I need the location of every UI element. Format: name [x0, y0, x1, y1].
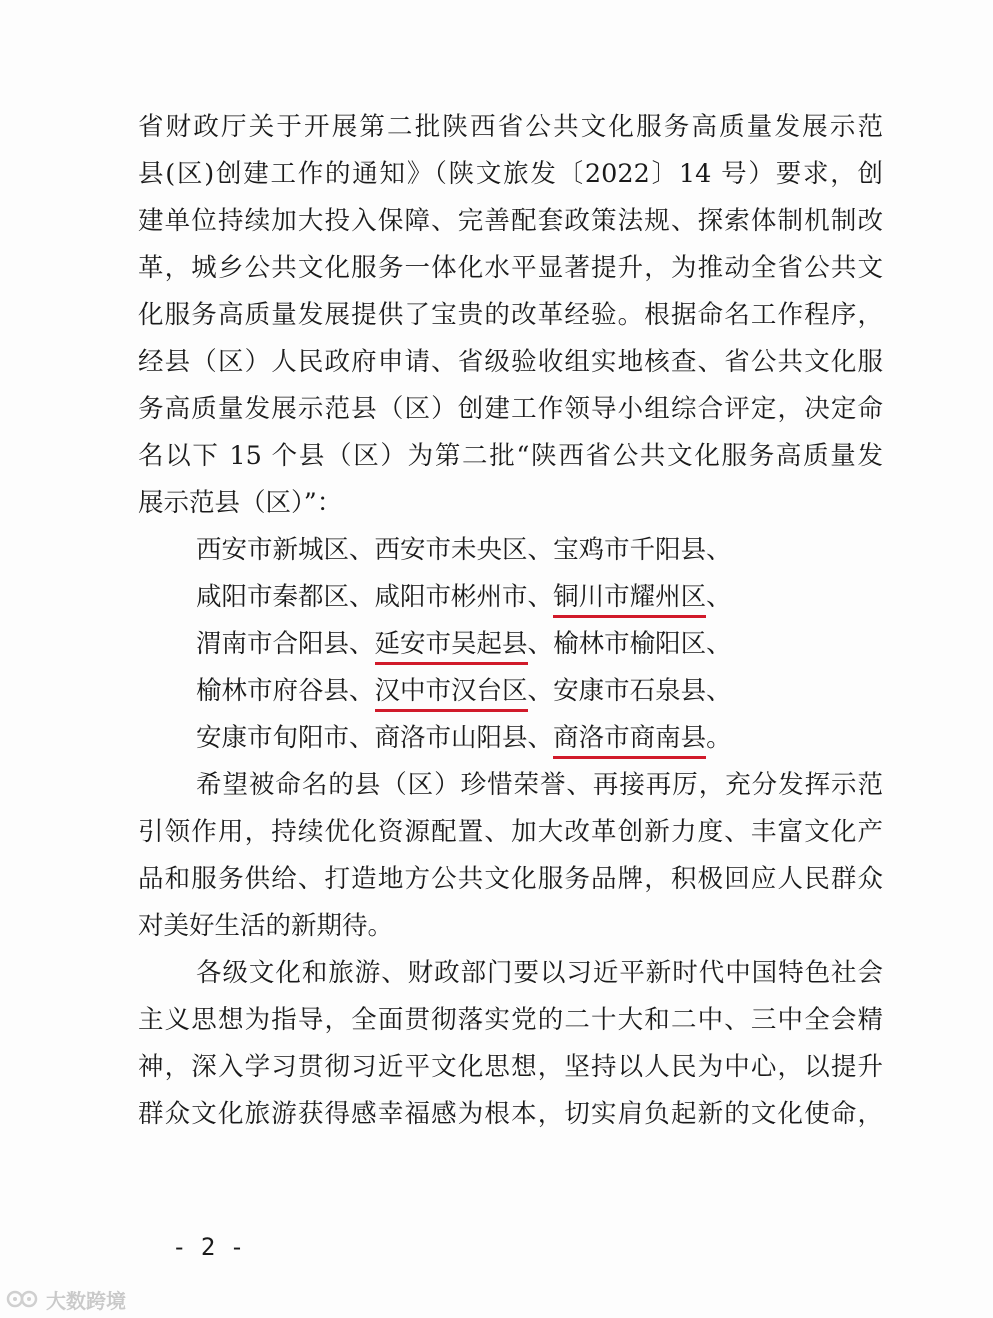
watermark-text: 大数跨境	[46, 1288, 126, 1313]
county-name-underlined: 铜川市耀州区	[553, 580, 706, 618]
list-separator: 、	[706, 676, 732, 706]
county-name-underlined: 延安市吴起县	[375, 627, 528, 665]
list-separator: 、	[349, 676, 375, 706]
paragraph-line: 引领作用，持续优化资源配置、加大改革创新力度、丰富文化产	[138, 817, 883, 847]
paragraph-line: 省财政厅关于开展第二批陕西省公共文化服务高质量发展示范	[138, 112, 883, 142]
county-name: 咸阳市彬州市	[374, 582, 528, 612]
county-name: 咸阳市秦都区	[196, 582, 350, 612]
paragraph-line: 建单位持续加大投入保障、完善配套政策法规、探索体制机制改	[138, 206, 883, 236]
paragraph-line: 经县（区）人民政府申请、省级验收组实地核查、省公共文化服	[138, 347, 883, 377]
list-separator: 、	[706, 582, 732, 612]
paragraph-line: 品和服务供给、打造地方公共文化服务品牌，积极回应人民群众	[138, 864, 883, 894]
brand-logo-icon	[6, 1288, 40, 1310]
county-name: 榆林市榆阳区	[553, 629, 707, 659]
paragraph-line: 对美好生活的新期待。	[138, 911, 394, 941]
paragraph-line: 群众文化旅游获得感幸福感为根本，切实肩负起新的文化使命，	[138, 1099, 883, 1129]
county-name-underlined: 汉中市汉台区	[375, 674, 528, 712]
list-separator: 、	[527, 535, 554, 565]
county-list-row	[196, 533, 732, 567]
list-separator: 、	[527, 723, 554, 753]
paragraph-line: 务高质量发展示范县（区）创建工作领导小组综合评定，决定命	[138, 394, 883, 424]
county-name-underlined: 商洛市商南县	[553, 721, 706, 759]
list-separator: 、	[527, 676, 554, 706]
paragraph-line: 县(区)创建工作的通知》（陕文旅发〔2022〕14 号）要求，创	[138, 159, 883, 189]
paragraph-line: 希望被命名的县（区）珍惜荣誉、再接再厉，充分发挥示范	[196, 770, 883, 800]
paragraph-line: 革，城乡公共文化服务一体化水平显著提升，为推动全省公共文	[138, 253, 883, 283]
list-separator: 、	[349, 629, 375, 659]
list-separator: 。	[706, 723, 732, 753]
county-name: 渭南市合阳县	[196, 629, 350, 659]
county-name: 商洛市山阳县	[374, 723, 528, 753]
paragraph-line: 神，深入学习贯彻习近平文化思想，坚持以人民为中心，以提升	[138, 1052, 883, 1082]
list-separator: 、	[349, 582, 375, 612]
county-list-row	[196, 721, 732, 759]
county-name: 西安市新城区	[196, 535, 350, 565]
list-separator: 、	[706, 535, 732, 565]
county-list-row	[196, 627, 732, 665]
paragraph-line: 主义思想为指导，全面贯彻落实党的二十大和二中、三中全会精	[138, 1005, 883, 1035]
list-separator: 、	[527, 582, 554, 612]
county-name: 西安市未央区	[374, 535, 528, 565]
list-separator: 、	[706, 629, 732, 659]
county-list-row	[196, 674, 732, 712]
list-separator: 、	[349, 535, 375, 565]
county-name: 榆林市府谷县	[196, 676, 350, 706]
county-list-row	[196, 580, 732, 618]
county-name: 安康市石泉县	[553, 676, 707, 706]
paragraph-line: 展示范县（区）”：	[138, 488, 343, 518]
county-name: 安康市旬阳市	[196, 723, 350, 753]
list-separator: 、	[349, 723, 375, 753]
paragraph-line: 各级文化和旅游、财政部门要以习近平新时代中国特色社会	[196, 958, 883, 988]
paragraph-line: 名以下 15 个县（区）为第二批“陕西省公共文化服务高质量发	[138, 441, 883, 471]
county-name: 宝鸡市千阳县	[553, 535, 707, 565]
list-separator: 、	[527, 629, 554, 659]
page-number: - 2 -	[172, 1233, 245, 1261]
watermark	[6, 1284, 126, 1314]
paragraph-line: 化服务高质量发展提供了宝贵的改革经验。根据命名工作程序，	[138, 300, 883, 330]
